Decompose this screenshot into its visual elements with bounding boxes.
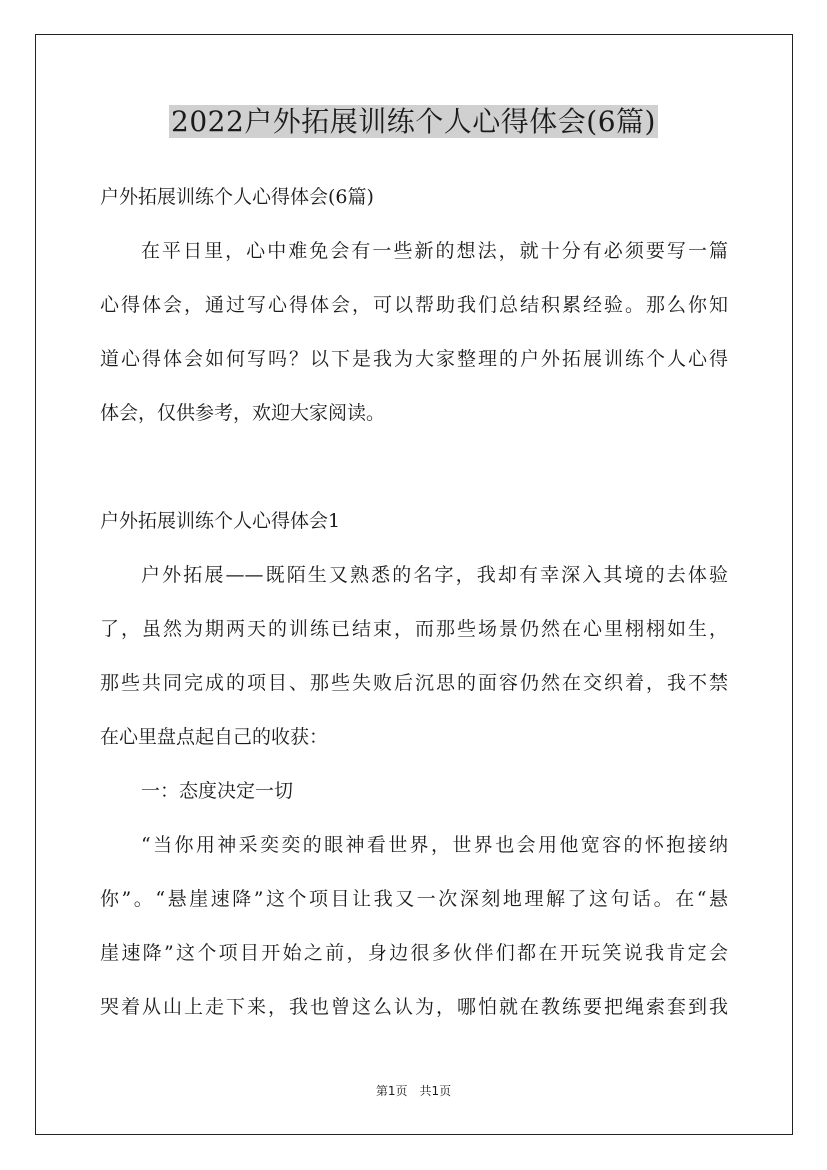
paragraph-line: “当你用神采奕奕的眼神看世界，世界也会用他宽容的怀抱接纳 (141, 834, 728, 856)
paragraph-line: 道心得体会如何写吗？以下是我为大家整理的户外拓展训练个人心得 (100, 348, 728, 370)
paragraph-line: 那些共同完成的项目、那些失败后沉思的面容仍然在交织着，我不禁 (100, 672, 728, 694)
document-title (0, 100, 827, 144)
paragraph-line: 在心里盘点起自己的收获： (100, 726, 329, 748)
paragraph-line: 心得体会，通过写心得体会，可以帮助我们总结积累经验。那么你知 (100, 294, 728, 316)
paragraph-line: 你”。“悬崖速降”这个项目让我又一次深刻地理解了这句话。在“悬 (100, 888, 728, 910)
document-body (100, 170, 728, 1034)
paragraph-line: 体会，仅供参考，欢迎大家阅读。 (100, 402, 386, 424)
paragraph-line: 户外拓展——既陌生又熟悉的名字，我却有幸深入其境的去体验 (141, 564, 728, 586)
point-heading: 一：态度决定一切 (141, 780, 294, 802)
paragraph-line: 哭着从山上走下来，我也曾这么认为，哪怕就在教练要把绳索套到我 (100, 996, 728, 1018)
subtitle: 户外拓展训练个人心得体会(6篇) (100, 186, 374, 208)
paragraph-line: 在平日里，心中难免会有一些新的想法，就十分有必须要写一篇 (141, 240, 728, 262)
blank-line (100, 440, 728, 494)
page-number: 第1页 共1页 (375, 1084, 452, 1098)
section1-paragraph (100, 548, 728, 764)
page-footer (0, 1082, 827, 1100)
document-title-text: 2022户外拓展训练个人心得体会(6篇) (171, 105, 656, 138)
paragraph-line: 了，虽然为期两天的训练已结束，而那些场景仍然在心里栩栩如生， (100, 618, 728, 640)
section-heading: 户外拓展训练个人心得体会1 (100, 510, 341, 532)
point1-paragraph (100, 818, 728, 1034)
paragraph-line: 崖速降”这个项目开始之前，身边很多伙伴们都在开玩笑说我肯定会 (100, 942, 728, 964)
intro-paragraph (100, 224, 728, 440)
